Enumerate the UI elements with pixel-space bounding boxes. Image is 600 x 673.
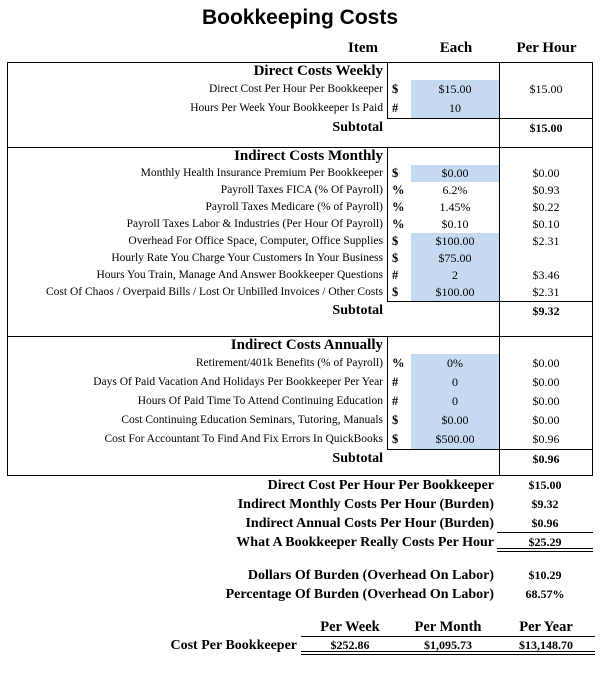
input-cell-each[interactable]: $0.00 (411, 165, 499, 182)
summary-label: Indirect Monthly Costs Per Hour (Burden) (237, 497, 494, 512)
table-row (8, 430, 592, 449)
section-header-hour-cell (499, 337, 592, 354)
section-padding (8, 469, 592, 475)
cost-table-header-spacer (7, 617, 301, 637)
subtotal-value: $9.32 (499, 301, 592, 321)
computed-cell-per-hour: $0.93 (499, 182, 592, 199)
row-label: Payroll Taxes FICA (% Of Payroll) (220, 184, 383, 196)
table-row (8, 199, 592, 216)
section-header-mid-cell (387, 148, 499, 165)
row-label: Payroll Taxes Labor & Industries (Per Hour Of Payroll) (126, 218, 383, 230)
column-header-spacer (388, 38, 412, 58)
row-label: Retirement/401k Benefits (% of Payroll) (195, 357, 383, 369)
subtotal-label: Subtotal (332, 120, 383, 135)
table-row (8, 165, 592, 182)
section-header-hour-cell (499, 63, 592, 80)
section-header-hour-cell (499, 148, 592, 165)
unit-prefix: $ (387, 233, 411, 250)
input-cell-each[interactable]: $100.00 (411, 284, 499, 301)
summary-value: $15.00 (528, 478, 562, 492)
row-label: Payroll Taxes Medicare (% of Payroll) (205, 201, 383, 213)
summary-row (7, 514, 593, 533)
table-row (8, 233, 592, 250)
input-cell-each[interactable]: 0 (411, 392, 499, 411)
cost-per-bookkeeper-table (7, 617, 595, 655)
burden-row (7, 585, 593, 604)
burden-value: $10.29 (528, 568, 562, 582)
input-cell-each[interactable]: 10 (411, 99, 499, 118)
unit-prefix: # (387, 99, 411, 118)
row-label: Hours Per Week Your Bookkeeper Is Paid (190, 102, 383, 114)
row-label: Overhead For Office Space, Computer, Office Supplies (128, 235, 383, 247)
row-label: Monthly Health Insurance Premium Per Bookkeeper (140, 167, 383, 179)
subtotal-row (8, 301, 592, 321)
unit-prefix: % (387, 199, 411, 216)
computed-cell-per-hour: $0.96 (499, 430, 592, 449)
table-row (8, 80, 592, 99)
unit-prefix: % (387, 182, 411, 199)
section-header-row (8, 337, 592, 354)
subtotal-value: $0.96 (499, 449, 592, 469)
input-cell-each[interactable]: $75.00 (411, 250, 499, 267)
section-indirect-costs-annually (8, 336, 592, 475)
cost-table-header-per-week: Per Week (320, 619, 380, 635)
computed-cell-each: 1.45% (439, 200, 471, 214)
table-row (8, 99, 592, 118)
row-label: Direct Cost Per Hour Per Bookkeeper (208, 83, 383, 95)
costs-grid (7, 62, 593, 476)
section-padding (8, 138, 592, 147)
row-label: Hourly Rate You Charge Your Customers In Your Business (111, 252, 383, 264)
computed-cell-per-hour: $0.00 (499, 165, 592, 182)
summary-grand-total-value: $25.29 (497, 533, 593, 552)
subtotal-label: Subtotal (332, 303, 383, 318)
section-header-mid-cell (387, 63, 499, 80)
computed-cell-per-hour: $0.22 (499, 199, 592, 216)
cost-table-header-row (7, 617, 595, 637)
computed-cell-per-hour: $3.46 (499, 267, 592, 284)
computed-cell-per-hour (499, 99, 592, 118)
computed-cell-per-hour: $0.00 (499, 354, 592, 373)
subtotal-spacer (387, 449, 499, 469)
input-cell-each[interactable]: 0% (411, 354, 499, 373)
unit-prefix: $ (387, 80, 411, 99)
table-row (8, 373, 592, 392)
table-row (8, 284, 592, 301)
summary-label: Indirect Annual Costs Per Hour (Burden) (245, 516, 494, 531)
row-label: Cost Continuing Education Seminars, Tutoring, Manuals (121, 414, 383, 426)
cost-table-header-per-month: Per Month (414, 619, 482, 635)
section-header: Indirect Costs Monthly (234, 148, 383, 164)
subtotal-spacer (387, 118, 499, 138)
section-indirect-costs-monthly (8, 147, 592, 336)
page-title: Bookkeeping Costs (201, 6, 399, 29)
table-row (8, 354, 592, 373)
summary-value: $9.32 (531, 497, 559, 511)
burden-row (7, 566, 593, 585)
input-cell-each[interactable]: $15.00 (411, 80, 499, 99)
unit-prefix: % (387, 216, 411, 233)
row-label: Cost Of Chaos / Overpaid Bills / Lost Or Unbilled Invoices / Other Costs (46, 286, 383, 298)
summary-row-grand-total (7, 533, 593, 552)
burden-label: Dollars Of Burden (Overhead On Labor) (247, 568, 494, 583)
summary-row (7, 476, 593, 495)
computed-cell-per-hour: $0.00 (499, 392, 592, 411)
subtotal-label: Subtotal (332, 451, 383, 466)
table-row (8, 267, 592, 284)
subtotal-value: $15.00 (499, 118, 592, 138)
section-header-mid-cell (387, 337, 499, 354)
unit-prefix: $ (387, 411, 411, 430)
burden-summary (7, 566, 593, 604)
section-header-row (8, 63, 592, 80)
table-row (8, 411, 592, 430)
unit-prefix: % (387, 354, 411, 373)
cost-table-row-label: Cost Per Bookkeeper (170, 638, 297, 653)
input-cell-each[interactable]: $500.00 (411, 430, 499, 449)
input-cell-each[interactable]: $0.00 (411, 411, 499, 430)
subtotal-row (8, 118, 592, 138)
input-cell-each[interactable]: 2 (411, 267, 499, 284)
cost-table-header-per-year: Per Year (519, 619, 573, 635)
section-header-row (8, 148, 592, 165)
summary-row (7, 495, 593, 514)
computed-cell-per-hour: $2.31 (499, 233, 592, 250)
cost-table-values (301, 637, 595, 655)
burden-value: 68.57% (525, 587, 565, 601)
table-row (8, 216, 592, 233)
row-label: Hours Of Paid Time To Attend Continuing Education (137, 395, 383, 407)
row-label: Hours You Train, Manage And Answer Bookkeeper Questions (96, 269, 383, 281)
subtotal-spacer (387, 301, 499, 321)
unit-prefix: $ (387, 250, 411, 267)
cost-per-year-value: $13,148.70 (519, 638, 573, 652)
column-header-item: Item (348, 40, 378, 56)
computed-cell-each: $0.10 (441, 217, 469, 231)
computed-cell-per-hour: $2.31 (499, 284, 592, 301)
computed-cell-each: 6.2% (442, 183, 468, 197)
input-cell-each[interactable]: 0 (411, 373, 499, 392)
unit-prefix: $ (387, 430, 411, 449)
summary-value: $0.96 (497, 514, 593, 533)
table-row (8, 392, 592, 411)
unit-prefix: # (387, 373, 411, 392)
column-header-row (7, 38, 593, 58)
computed-cell-per-hour (499, 250, 592, 267)
unit-prefix: $ (387, 284, 411, 301)
cost-per-month-value: $1,095.73 (424, 638, 472, 652)
table-row (8, 182, 592, 199)
unit-prefix: # (387, 267, 411, 284)
summary-totals (7, 476, 593, 552)
column-header-each: Each (439, 40, 473, 56)
section-direct-costs-weekly (8, 63, 592, 147)
table-row (8, 250, 592, 267)
computed-cell-per-hour: $0.10 (499, 216, 592, 233)
summary-label: What A Bookkeeper Really Costs Per Hour (236, 535, 494, 550)
subtotal-row (8, 449, 592, 469)
column-header-per-hour: Per Hour (516, 40, 577, 56)
computed-cell-per-hour: $15.00 (499, 80, 592, 99)
unit-prefix: $ (387, 165, 411, 182)
section-header: Direct Costs Weekly (253, 63, 383, 79)
row-label: Cost For Accountant To Find And Fix Errors In QuickBooks (104, 433, 383, 445)
input-cell-each[interactable]: $100.00 (411, 233, 499, 250)
summary-label: Direct Cost Per Hour Per Bookkeeper (267, 478, 494, 493)
cost-table-value-row (7, 637, 595, 655)
cost-per-week-value: $252.86 (330, 638, 370, 652)
section-header: Indirect Costs Annually (230, 337, 383, 353)
row-label: Days Of Paid Vacation And Holidays Per Bookkeeper Per Year (93, 376, 383, 388)
computed-cell-per-hour: $0.00 (499, 373, 592, 392)
section-padding (8, 321, 592, 336)
cost-table-headers (301, 617, 595, 637)
unit-prefix: # (387, 392, 411, 411)
computed-cell-per-hour: $0.00 (499, 411, 592, 430)
burden-label: Percentage Of Burden (Overhead On Labor) (225, 587, 494, 602)
